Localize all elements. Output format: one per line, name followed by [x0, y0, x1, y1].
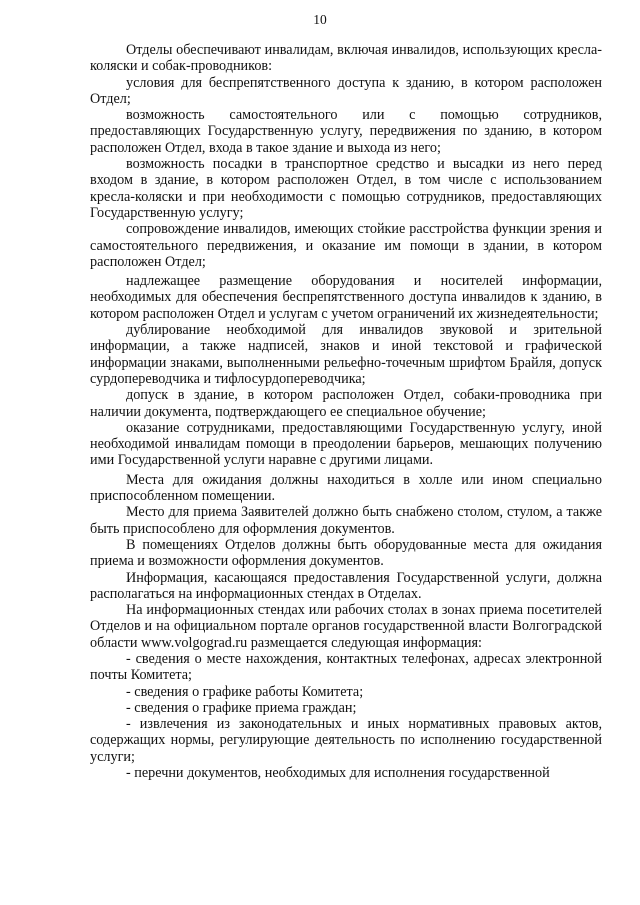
- list-item: - перечни документов, необходимых для исполнения государственной: [126, 765, 550, 782]
- document-body: [90, 42, 602, 781]
- paragraph: допуск в здание, в котором расположен Отдел, собаки-проводника при наличии документа, подтверждающего ее специальное обучение;: [90, 387, 602, 420]
- page-number: 10: [313, 12, 327, 27]
- paragraph: возможность посадки в транспортное средство и высадки из него перед входом в здание, в котором расположен Отдел, в том числе с использованием кресла-коляски и при необходимости с помощью сотрудников, предоставляющих Государственную услугу;: [90, 156, 602, 221]
- paragraph: На информационных стендах или рабочих столах в зонах приема посетителей Отделов и на официальном портале органов государственной власти Волгоградской области www.volgograd.ru размещается следующая информация:: [90, 602, 602, 651]
- paragraph: условия для беспрепятственного доступа к зданию, в котором расположен Отдел;: [90, 74, 602, 107]
- paragraph: Место для приема Заявителей должно быть снабжено столом, стулом, а также быть приспособлено для оформления документов.: [90, 504, 602, 537]
- paragraph: дублирование необходимой для инвалидов звуковой и зрительной информации, а также надписей, знаков и иной текстовой и графической информации знаками, выполненными рельефно-точечным шрифтом Брайля, допуск сурдопереводчика и тифлосурдопереводчика;: [90, 322, 602, 387]
- list-item: - извлечения из законодательных и иных нормативных правовых актов, содержащих нормы, регулирующие деятельность по исполнению государственной услуги;: [90, 716, 602, 765]
- paragraph: возможность самостоятельного или с помощью сотрудников, предоставляющих Государственную услугу, передвижения по зданию, в котором расположен Отдел, входа в такое здание и выхода из него;: [90, 107, 602, 156]
- paragraph: сопровождение инвалидов, имеющих стойкие расстройства функции зрения и самостоятельного передвижения, и оказание им помощи в здании, в котором расположен Отдел;: [90, 221, 602, 270]
- paragraph: В помещениях Отделов должны быть оборудованные места для ожидания приема и возможности оформления документов.: [90, 536, 602, 570]
- paragraph: Отделы обеспечивают инвалидам, включая инвалидов, использующих кресла-коляски и собак-проводников:: [90, 42, 602, 75]
- paragraph: надлежащее размещение оборудования и носителей информации, необходимых для обеспечения беспрепятственного доступа инвалидов к зданию, в котором расположен Отдел и услугам с учетом ограничений их жизнедеятельности;: [90, 273, 602, 322]
- paragraph: Места для ожидания должны находиться в холле или ином специально приспособленном помещении.: [90, 471, 602, 505]
- paragraph: оказание сотрудниками, предоставляющими Государственную услугу, иной необходимой инвалидам помощи в преодолении барьеров, мешающих получению ими Государственной услуги наравне с другими лицами.: [90, 419, 602, 469]
- list-item: - сведения о графике работы Комитета;: [126, 683, 364, 700]
- list-item: - сведения о графике приема граждан;: [126, 699, 357, 716]
- list-item: - сведения о месте нахождения, контактных телефонах, адресах электронной почты Комитета;: [90, 650, 602, 684]
- paragraph: Информация, касающаяся предоставления Государственной услуги, должна располагаться на информационных стендах в Отделах.: [90, 569, 602, 602]
